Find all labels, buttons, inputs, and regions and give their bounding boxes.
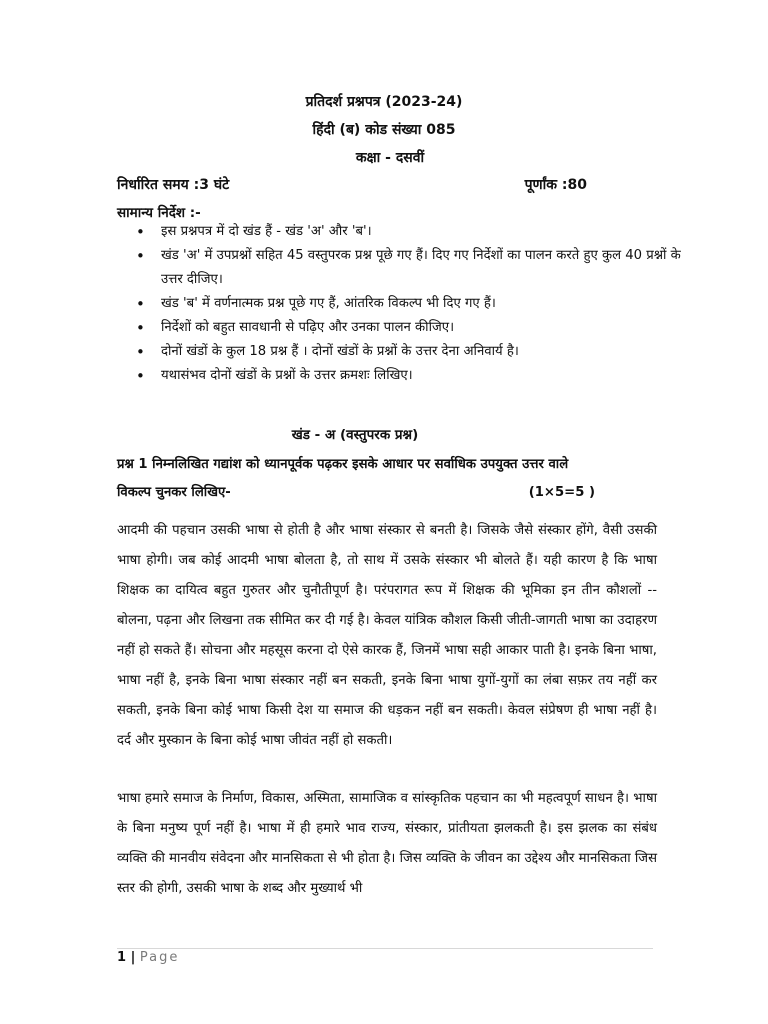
instructions-heading: सामान्य निर्देश :-: [117, 205, 201, 221]
page-label: Page: [139, 950, 180, 965]
paper-title: प्रतिदर्श प्रश्नपत्र (2023-24): [305, 94, 463, 110]
page-separator: |: [126, 950, 140, 965]
passage-paragraph-2: भाषा हमारे समाज के निर्माण, विकास, अस्मिता, सामाजिक व सांस्कृतिक पहचान का भी महत्वपूर्ण साधन है। भाषा के बिना मनुष्य पूर्ण नहीं है। भाषा में ही हमारे भाव राज्य, संस्कार, प्रांतीयता झलकती है। इस झलक का संबंध व्यक्ति की मानवीय संवेदना और मानसिकता से भी होता है। जिस व्यक्ति के जीवन का उद्देश्य और मानसिकता जिस स्तर की होगी, उसकी भाषा के शब्द और मुख्यार्थ भी: [117, 791, 657, 896]
page-footer: [117, 950, 179, 965]
time-marks-row: [117, 175, 587, 195]
instruction-item: • खंड 'अ' में उपप्रश्नों सहित 45 वस्तुपरक प्रश्न पूछे गए हैं। दिए गए निर्देशों का पालन करते हुए कुल 40 प्रश्नों के उत्तर दीजिए।: [161, 244, 701, 292]
class-label: कक्षा - दसवीं: [355, 150, 425, 166]
instruction-item: • निर्देशों को बहुत सावधानी से पढ़िए और उनका पालन कीजिए।: [161, 316, 701, 340]
passage-paragraph-1: आदमी की पहचान उसकी भाषा से होती है और भाषा संस्कार से बनती है। जिसके जैसे संस्कार होंगे, वैसी उसकी भाषा होगी। जब कोई आदमी भाषा बोलता है, तो साथ में उसके संस्कार भी बोलते हैं। यही कारण है कि भाषा शिक्षक का दायित्व बहुत गुरुतर और चुनौतीपूर्ण है। परंपरागत रूप में शिक्षक की भूमिका इन तीन कौशलों -- बोलना, पढ़ना और लिखना तक सीमित कर दी गई है। केवल यांत्रिक कौशल किसी जीती-जागती भाषा का उदाहरण नहीं हो सकते हैं। सोचना और महसूस करना दो ऐसे कारक हैं, जिनमें भाषा सही आकार पाती है। इनके बिना भाषा, भाषा नहीं है, इनके बिना भाषा संस्कार नहीं बन सकती, इनके बिना भाषा युगों-युगों का लंबा सफ़र तय नहीं कर सकती, इनके बिना कोई भाषा किसी देश या समाज की धड़कन नहीं बन सकती। केवल संप्रेषण ही भाषा नहीं है। दर्द और मुस्कान के बिना कोई भाषा जीवंत नहीं हो सकती।: [117, 523, 657, 748]
instruction-item: • खंड 'ब' में वर्णनात्मक प्रश्न पूछे गए हैं, आंतरिक विकल्प भी दिए गए हैं।: [161, 292, 701, 316]
question-1-marks: (1×5=5 ): [528, 485, 595, 500]
instruction-item: • इस प्रश्नपत्र में दो खंड हैं - खंड 'अ' और 'ब'।: [161, 220, 701, 244]
section-a-heading: खंड - अ (वस्तुपरक प्रश्न): [291, 427, 419, 443]
time-allowed: निर्धारित समय :3 घंटे: [117, 177, 230, 193]
subject-code: हिंदी (ब) कोड संख्या 085: [312, 122, 456, 138]
instructions-list: [117, 220, 701, 388]
instruction-item: • दोनों खंडों के कुल 18 प्रश्न हैं । दोनों खंडों के प्रश्नों के उत्तर देना अनिवार्य है।: [161, 340, 701, 364]
max-marks: पूर्णांक :80: [524, 177, 587, 193]
footer-divider: [117, 948, 653, 949]
question-1: [117, 451, 657, 507]
question-1-line-1: प्रश्न 1 निम्नलिखित गद्यांश को ध्यानपूर्वक पढ़कर इसके आधार पर सर्वाधिक उपयुक्त उत्तर वाले: [117, 457, 569, 472]
question-1-line-2: विकल्प चुनकर लिखिए-: [117, 485, 231, 500]
page-number: 1: [117, 950, 127, 965]
instruction-item: • यथासंभव दोनों खंडों के प्रश्नों के उत्तर क्रमशः लिखिए।: [161, 364, 701, 388]
